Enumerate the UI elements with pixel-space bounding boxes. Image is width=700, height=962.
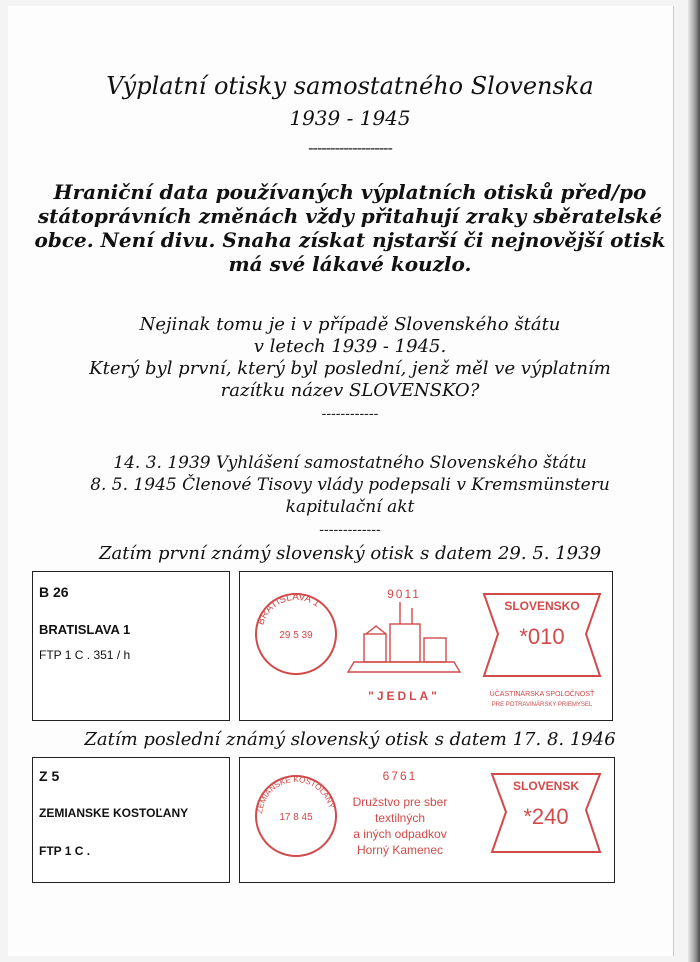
last-ftp: FTP 1 C . — [39, 844, 91, 858]
first-stamp-value: *010 — [519, 624, 565, 649]
last-code: Z 5 — [39, 768, 60, 784]
first-info-card — [32, 571, 230, 721]
first-ring-text: BRATISLAVA 1 — [255, 591, 322, 627]
caption-first: Zatím první známý slovenský otisk s datem 29. 5. 1939 — [98, 543, 602, 564]
last-stamp-text-l2: textilných — [374, 811, 426, 825]
last-stamp-text-l4: Horný Kamenec — [356, 843, 444, 857]
question-line: razítku název SLOVENSKO? — [220, 380, 480, 401]
first-meter-stamp — [239, 571, 613, 721]
lower-divider: ------------- — [319, 522, 381, 538]
question-line: v letech 1939 - 1945. — [253, 336, 447, 357]
page-title: Výplatní otisky samostatného Slovenska — [106, 72, 594, 100]
question-line: Který byl první, který byl poslední, jenž měl ve výplatním — [89, 358, 611, 379]
first-stamp-graphic — [240, 572, 612, 720]
last-info-card — [32, 757, 230, 883]
factory-icon — [348, 602, 460, 672]
last-stamp-graphic — [240, 758, 614, 882]
first-code: B 26 — [39, 584, 69, 600]
page-years: 1939 - 1945 — [289, 106, 411, 130]
first-city: BRATISLAVA 1 — [39, 622, 131, 637]
first-stamp-firm: "JEDLA" — [368, 689, 440, 703]
last-ring-text: ZEMIANSKE KOSTOĽANY — [255, 775, 337, 815]
history-line: 8. 5. 1945 Členové Tisovy vlády podepsali v Kremsmünsteru — [90, 475, 610, 495]
last-stamp-text-l3: a iných odpadkov — [353, 827, 447, 841]
history-line: kapitulační akt — [285, 497, 415, 517]
svg-text:ZEMIANSKE KOSTOĽANY — [255, 775, 336, 814]
history-line: 14. 3. 1939 Vyhlášení samostatného Slovenského štátu — [113, 453, 587, 473]
history-paragraph — [20, 452, 680, 518]
last-stamp-value: *240 — [523, 804, 569, 829]
question-line: Nejinak tomu je i v případě Slovenského štátu — [139, 314, 561, 335]
last-city: ZEMIANSKE KOSTOĽANY — [39, 806, 189, 820]
last-stamp-number: 6761 — [382, 769, 418, 783]
first-stamp-company-l1: ÚČASTINÁRSKA SPOLOČNOSŤ — [489, 691, 595, 698]
first-stamp-number: 9011 — [387, 587, 421, 601]
middle-divider: ------------ — [321, 406, 379, 422]
caption-last: Zatím poslední známý slovenský otisk s datem 17. 8. 1946 — [84, 729, 616, 750]
last-stamp-date: 17 8 45 — [279, 812, 313, 823]
first-stamp-date: 29 5 39 — [279, 630, 313, 641]
intro-paragraph: Hraniční data používaných výplatních otisků před/po státoprávních změnách vždy přitahují zraky sběratelské obce. Není divu. Snaha získat njstarší či nejnovější otisk má své lákavé kouzlo. — [34, 180, 666, 276]
last-meter-stamp — [239, 757, 615, 883]
last-stamp-text-l1: Družstvo pre sber — [352, 795, 448, 809]
first-stamp-company-l2: PRE POTRAVINÁRSKY PRIEMYSEL — [491, 702, 593, 708]
title-divider: ------------------- — [308, 138, 392, 157]
first-ftp: FTP 1 C . 351 / h — [39, 648, 131, 662]
last-stamp-country: SLOVENSK — [512, 779, 580, 793]
question-paragraph — [20, 314, 680, 402]
first-stamp-country: SLOVENSKO — [504, 599, 580, 613]
